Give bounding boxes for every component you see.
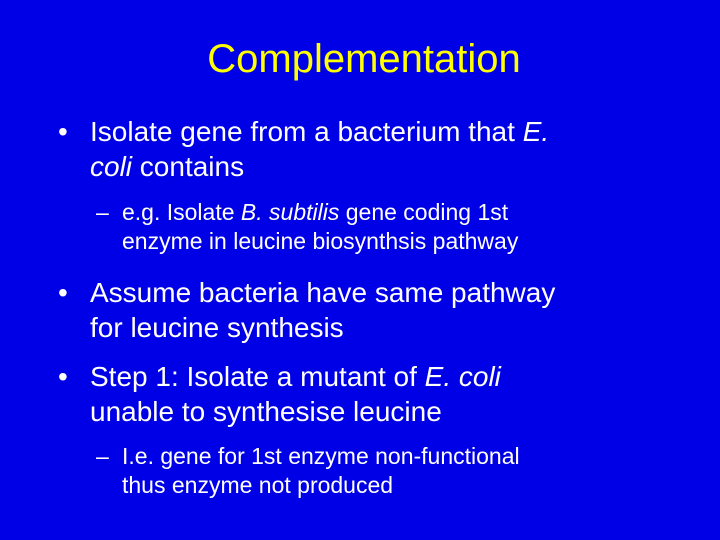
bullet-item-3: [58, 359, 501, 429]
bullet-item-1-text-italic-b: coli: [90, 151, 133, 182]
bullet-item-2-line-2: for leucine synthesis: [90, 312, 344, 343]
bullet-item-1-line-1: [90, 114, 549, 149]
bullet-item-1-text-b: contains: [132, 151, 245, 182]
bullet-item-3-line-1: [90, 359, 501, 394]
sub-item-1-text-italic: B. subtilis: [240, 199, 340, 225]
bullet-item-2-line-1: Assume bacteria have same pathway: [90, 277, 556, 308]
sub-item-2-line-1: I.e. gene for 1st enzyme non-functional: [122, 443, 520, 469]
bullet-item-1-text-italic-a: E.: [522, 116, 550, 147]
sub-item-2-line-2: thus enzyme not produced: [122, 472, 394, 498]
bullet-item-1-text-a: Isolate gene from a bacterium that: [90, 116, 523, 147]
sub-item-1-text-b: gene coding 1st: [339, 199, 509, 225]
bullet-item-3-line-2: unable to synthesise leucine: [90, 396, 442, 427]
sub-item-2: [96, 442, 520, 500]
bullet-item-3-text-a: Step 1: Isolate a mutant of: [90, 361, 425, 392]
sub-item-marker: –: [96, 443, 109, 469]
slide-title: Complementation: [207, 37, 521, 81]
sub-item-marker: –: [96, 199, 109, 225]
bullet-item-2: [58, 275, 556, 345]
bullet-marker: •: [58, 361, 68, 392]
sub-item-1: [96, 198, 519, 256]
sub-item-1-text-a: e.g. Isolate: [122, 199, 241, 225]
sub-item-1-line-2: enzyme in leucine biosynthsis pathway: [122, 228, 519, 254]
sub-item-1-line-1: [122, 198, 518, 227]
bullet-item-3-text-italic: E. coli: [424, 361, 501, 392]
bullet-marker: •: [58, 116, 68, 147]
bullet-item-1: [58, 114, 550, 184]
bullet-marker: •: [58, 277, 68, 308]
bullet-item-1-line-2: [90, 149, 549, 184]
